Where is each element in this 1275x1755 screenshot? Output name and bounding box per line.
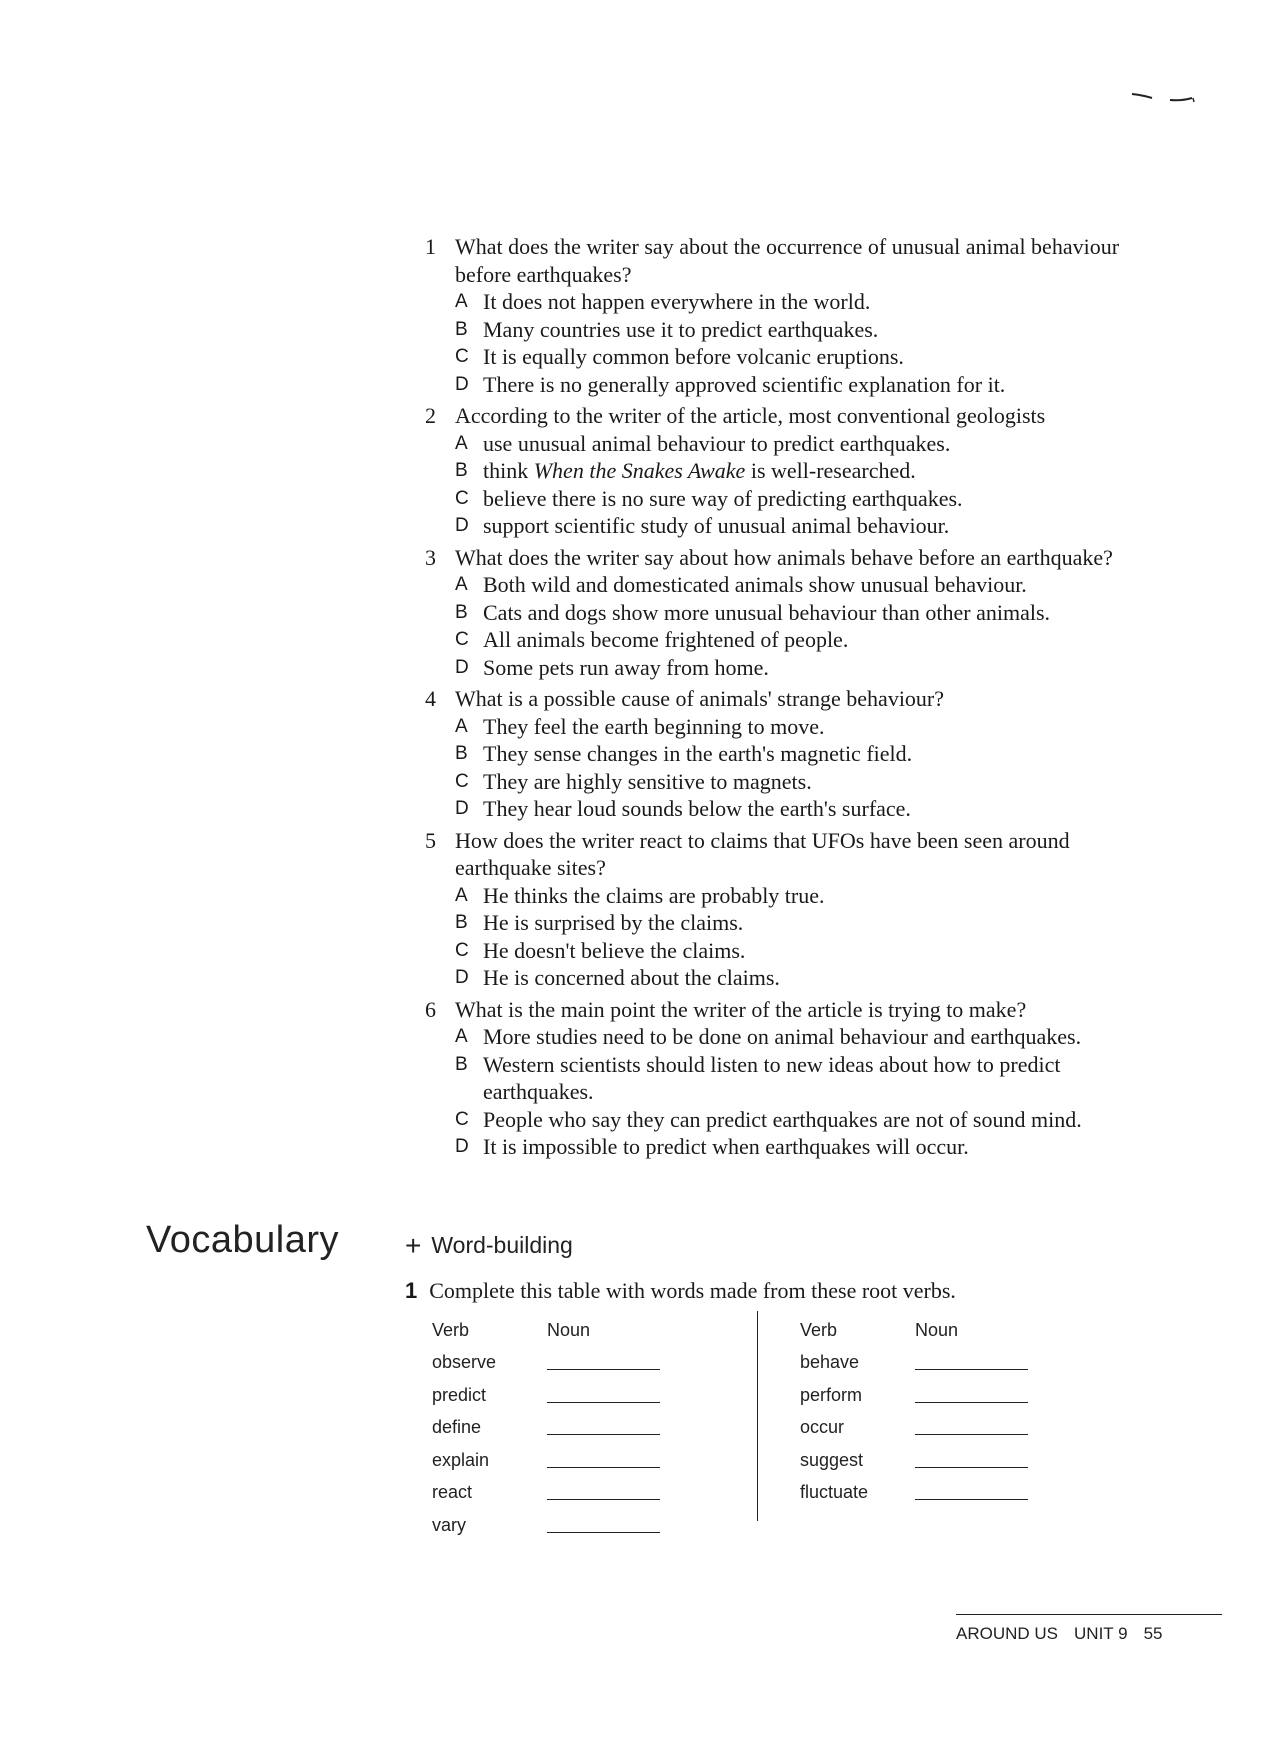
question-number: 4 <box>425 686 436 711</box>
option-letter: B <box>455 912 468 933</box>
option-letter: D <box>455 373 469 395</box>
option-text: Some pets run away from home. <box>483 654 769 680</box>
question-number: 6 <box>425 996 436 1022</box>
option-letter: D <box>455 656 469 678</box>
word-table-right <box>800 1314 1035 1509</box>
option-a <box>455 430 1165 458</box>
table-row <box>432 1477 667 1510</box>
option-text: support scientific study of unusual animal behaviour. <box>483 513 950 538</box>
question-text: According to the writer of the article, most conventional geologists <box>455 403 1046 428</box>
option-letter: C <box>455 346 469 367</box>
page-footer <box>956 1624 1162 1644</box>
question-number: 2 <box>425 403 436 428</box>
option-text: It is equally common before volcanic eruptions. <box>483 344 904 369</box>
table-row <box>432 1347 667 1380</box>
noun-blank[interactable] <box>915 1453 1028 1468</box>
verb-cell: perform <box>800 1384 863 1405</box>
verb-cell: explain <box>432 1449 490 1470</box>
question-number: 3 <box>425 544 436 570</box>
question-1 <box>425 233 1165 398</box>
option-b <box>455 457 1165 485</box>
option-d <box>455 654 1165 682</box>
option-list <box>455 288 1165 398</box>
noun-blank[interactable] <box>547 1420 660 1435</box>
option-text: People who say they can predict earthquakes are not of sound mind. <box>483 1106 1082 1132</box>
word-table-left <box>432 1314 667 1542</box>
option-letter: B <box>455 460 468 481</box>
option-text: Cats and dogs show more unusual behaviour than other animals. <box>483 599 1051 625</box>
option-c <box>455 937 1165 965</box>
option-text: They sense changes in the earth's magnetic field. <box>483 741 913 766</box>
option-text-before: think <box>483 458 529 483</box>
option-letter: C <box>455 770 469 792</box>
question-6 <box>425 996 1165 1161</box>
noun-blank[interactable] <box>547 1453 660 1468</box>
table-row <box>432 1444 667 1477</box>
option-text: They feel the earth beginning to move. <box>483 713 825 739</box>
footer-section: AROUND US <box>956 1624 1059 1643</box>
option-text: He is concerned about the claims. <box>483 965 780 990</box>
table-row <box>432 1379 667 1412</box>
option-a <box>455 713 1165 741</box>
question-text: What is a possible cause of animals' strange behaviour? <box>455 686 945 711</box>
option-list <box>455 571 1165 681</box>
noun-blank[interactable] <box>547 1388 660 1403</box>
subsection-heading <box>405 1230 573 1262</box>
table-row <box>800 1347 1035 1380</box>
option-text: He thinks the claims are probably true. <box>483 882 825 908</box>
question-text: How does the writer react to claims that UFOs have been seen around earthquake sites? <box>455 827 1070 880</box>
subsection-title: Word-building <box>431 1232 573 1258</box>
option-letter: B <box>455 743 468 764</box>
option-a <box>455 288 1165 316</box>
verb-cell: define <box>432 1417 482 1438</box>
exercise-text: Complete this table with words made from these root verbs. <box>429 1278 956 1303</box>
noun-blank[interactable] <box>547 1518 660 1533</box>
option-text-after: is well-researched. <box>750 458 916 483</box>
option-text: Western scientists should listen to new ideas about how to predict earthquakes. <box>483 1051 1061 1104</box>
book-title: When the Snakes Awake <box>533 458 746 483</box>
plus-icon: + <box>405 1230 422 1261</box>
table-row <box>432 1509 667 1542</box>
option-text: It is impossible to predict when earthquakes will occur. <box>483 1134 969 1159</box>
option-c <box>455 1106 1165 1134</box>
option-list <box>455 430 1165 540</box>
footer-unit: UNIT 9 <box>1074 1624 1128 1643</box>
option-c <box>455 768 1165 796</box>
verb-header: Verb <box>800 1319 838 1340</box>
verb-cell: behave <box>800 1352 860 1373</box>
option-letter: D <box>455 967 469 988</box>
option-letter: D <box>455 515 469 536</box>
verb-cell: occur <box>800 1417 845 1438</box>
option-letter: A <box>455 715 468 737</box>
noun-blank[interactable] <box>547 1485 660 1500</box>
option-letter: A <box>455 432 468 454</box>
option-letter: C <box>455 487 469 509</box>
option-d <box>455 964 1165 992</box>
option-a <box>455 882 1165 910</box>
option-letter: A <box>455 574 468 595</box>
option-text: It does not happen everywhere in the world. <box>483 289 871 314</box>
option-text: use unusual animal behaviour to predict earthquakes. <box>483 430 951 456</box>
table-row <box>800 1379 1035 1412</box>
table-divider <box>757 1311 758 1521</box>
question-2 <box>425 402 1165 540</box>
question-4 <box>425 685 1165 823</box>
option-c <box>455 343 1165 371</box>
question-text: What does the writer say about how animals behave before an earthquake? <box>455 544 1113 570</box>
verb-cell: suggest <box>800 1449 864 1470</box>
option-list <box>455 1023 1165 1161</box>
option-b <box>455 740 1165 768</box>
option-d <box>455 371 1165 399</box>
option-letter: C <box>455 939 469 961</box>
option-b <box>455 909 1165 937</box>
option-text: He doesn't believe the claims. <box>483 937 746 963</box>
noun-blank[interactable] <box>915 1420 1028 1435</box>
option-c <box>455 485 1165 513</box>
question-list <box>425 233 1165 1165</box>
exercise-number: 1 <box>405 1278 418 1303</box>
option-list <box>455 713 1165 823</box>
option-d <box>455 795 1165 823</box>
noun-header: Noun <box>547 1319 591 1340</box>
option-text: He is surprised by the claims. <box>483 910 744 935</box>
option-a <box>455 1023 1165 1051</box>
option-text: More studies need to be done on animal behaviour and earthquakes. <box>483 1024 1082 1049</box>
noun-blank[interactable] <box>915 1355 1028 1370</box>
option-text: All animals become frightened of people. <box>483 627 849 652</box>
verb-cell: vary <box>432 1514 467 1535</box>
option-letter: D <box>455 1136 469 1157</box>
option-text: Many countries use it to predict earthquakes. <box>483 316 879 342</box>
question-number: 5 <box>425 827 436 853</box>
option-d <box>455 1133 1165 1161</box>
page-number: 55 <box>1143 1624 1163 1643</box>
option-letter: C <box>455 1108 469 1130</box>
option-a <box>455 571 1165 599</box>
noun-blank[interactable] <box>547 1355 660 1370</box>
option-c <box>455 626 1165 654</box>
noun-blank[interactable] <box>915 1485 1028 1500</box>
option-letter: A <box>455 884 468 906</box>
noun-header: Noun <box>915 1319 959 1340</box>
option-letter: A <box>455 1026 468 1047</box>
table-row <box>800 1444 1035 1477</box>
table-row <box>800 1477 1035 1510</box>
verb-cell: predict <box>432 1384 487 1405</box>
option-b <box>455 316 1165 344</box>
table-row <box>800 1412 1035 1445</box>
footer-rule <box>956 1614 1222 1615</box>
table-row <box>432 1412 667 1445</box>
table-header <box>800 1314 1035 1347</box>
section-title: Vocabulary <box>146 1219 340 1261</box>
scan-mark <box>1130 88 1210 104</box>
question-number: 1 <box>425 234 436 259</box>
option-text: Both wild and domesticated animals show unusual behaviour. <box>483 572 1027 597</box>
noun-blank[interactable] <box>915 1388 1028 1403</box>
option-letter: A <box>455 291 468 312</box>
option-letter: C <box>455 629 469 650</box>
option-text: believe there is no sure way of predicting earthquakes. <box>483 485 963 511</box>
question-text: What does the writer say about the occurrence of unusual animal behaviour before earthquakes? <box>455 234 1120 287</box>
option-letter: B <box>455 601 468 623</box>
option-letter: B <box>455 318 468 340</box>
option-letter: B <box>455 1053 468 1075</box>
question-5 <box>425 827 1165 992</box>
verb-cell: react <box>432 1482 473 1503</box>
option-letter: D <box>455 798 469 819</box>
option-b <box>455 599 1165 627</box>
table-header <box>432 1314 667 1347</box>
question-text: What is the main point the writer of the article is trying to make? <box>455 996 1027 1022</box>
verb-cell: observe <box>432 1352 497 1373</box>
option-d <box>455 512 1165 540</box>
option-text: There is no generally approved scientific explanation for it. <box>483 371 1006 397</box>
question-3 <box>425 544 1165 682</box>
verb-header: Verb <box>432 1319 470 1340</box>
option-text: They hear loud sounds below the earth's surface. <box>483 796 911 821</box>
verb-cell: fluctuate <box>800 1482 869 1503</box>
option-list <box>455 882 1165 992</box>
option-b <box>455 1051 1165 1106</box>
exercise-instruction <box>405 1278 956 1304</box>
option-text: They are highly sensitive to magnets. <box>483 768 812 794</box>
